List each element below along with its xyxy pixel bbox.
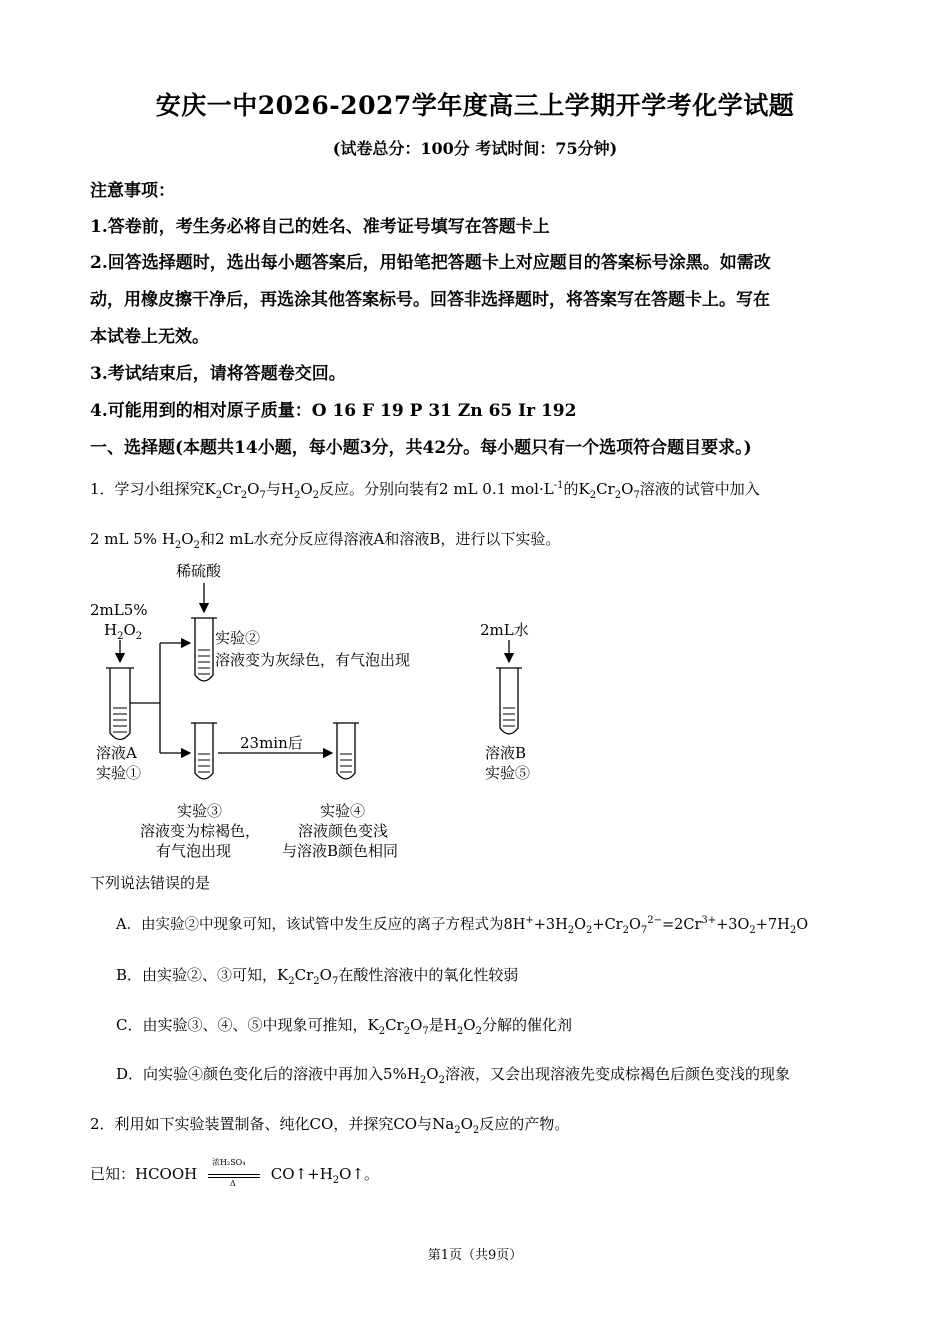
tube-4 xyxy=(337,723,355,779)
q1-option-d[interactable]: D．向实验④颜色变化后的溶液中再加入$5\%H_2O_2$溶液，又会出现溶液先变成棕褐色后颜色变浅的现象 xyxy=(116,1065,790,1086)
label-exp3: 实验③ xyxy=(177,802,223,820)
notice-item-2-line-2: 动，用橡皮擦干净后，再选涂其他答案标号。回答非选择题时，将答案写在答题卡上。写在 xyxy=(90,290,770,310)
q1-option-b[interactable]: B．由实验②、③可知，$K_2Cr_2O_7$在酸性溶液中的氧化性较弱 xyxy=(116,966,519,987)
q1-option-c[interactable]: C．由实验③、④、⑤中现象可推知，$K_2Cr_2O_7$是$H_2O_2$分解的催化剂 xyxy=(116,1016,572,1037)
label-exp2-desc: 溶液变为灰绿色，有气泡出现 xyxy=(215,651,411,669)
notice-item-4: 4.可能用到的相对原子质量：O 16 F 19 P 31 Zn 65 Ir 192 xyxy=(90,401,577,421)
exam-info: (试卷总分：100分 考试时间：75分钟) xyxy=(332,139,618,158)
label-water: 2mL水 xyxy=(480,621,529,639)
label-exp4-desc-1: 溶液颜色变浅 xyxy=(298,822,389,840)
label-exp2: 实验② xyxy=(215,629,261,647)
q1-intro: 1．学习小组探究$K_2Cr_2O_7$与$H_2O_2$反应。分别向装有2 mL 0.1 $mol\cdot L^{-1}$的$K_2Cr_2O_7$溶液的试管中加入 xyxy=(90,480,760,501)
label-solution-b: 溶液B xyxy=(485,744,527,762)
label-exp5: 实验⑤ xyxy=(485,764,531,782)
q1-stem: 下列说法错误的是 xyxy=(90,874,211,892)
page-title: 安庆一中2026-2027学年度高三上学期开学考化学试题 xyxy=(155,91,795,120)
label-exp4: 实验④ xyxy=(320,802,366,820)
tube-a xyxy=(110,668,130,740)
section-heading: 一、选择题(本题共14小题，每小题3分，共42分。每小题只有一个选项符合题目要求。) xyxy=(90,438,752,458)
notice-item-1: 1.答卷前，考生务必将自己的姓名、准考证号填写在答题卡上 xyxy=(90,217,550,237)
tube-3 xyxy=(195,723,213,779)
label-exp3-desc-1: 溶液变为棕褐色， xyxy=(140,822,261,840)
tube-b xyxy=(500,668,518,734)
notice-heading: 注意事项： xyxy=(90,181,175,201)
label-h2o2-volume: 2mL5% xyxy=(90,601,148,619)
label-time: 23min后 xyxy=(240,734,303,752)
label-exp4-desc-2: 与溶液B颜色相同 xyxy=(282,842,399,860)
notice-item-2-line-1: 2.回答选择题时，选出每小题答案后，用铅笔把答题卡上对应题目的答案标号涂黑。如需改 xyxy=(90,253,771,273)
label-solution-a: 溶液A xyxy=(96,744,137,762)
experiment-diagram xyxy=(80,558,550,868)
label-exp1: 实验① xyxy=(96,764,142,782)
q2-intro: 2．利用如下实验装置制备、纯化CO，并探究CO与$Na_2O_2$反应的产物。 xyxy=(90,1115,570,1136)
q1-option-a[interactable]: A．由实验②中现象可知，该试管中发生反应的离子方程式为$8H^++3H_2O_2+Cr_2O_7^{2-}=2Cr^{3+}+3O_2+7H_2O$ xyxy=(116,915,809,936)
notice-item-3: 3.考试结束后，请将答题卷交回。 xyxy=(90,364,346,384)
q1-intro-line-2: 2 mL 5% $H_2O_2$和2 mL水充分反应得溶液A和溶液B，进行以下实验。 xyxy=(90,530,561,551)
notice-item-2-line-3: 本试卷上无效。 xyxy=(90,327,209,347)
q2-known: 已知：HCOOH 浓H₂SO₄ Δ $CO↑+H_2O↑$。 xyxy=(90,1158,380,1188)
label-dilute-sulfuric-acid: 稀硫酸 xyxy=(176,562,222,580)
page-footer: 第1页（共9页） xyxy=(427,1248,523,1263)
reaction-condition-arrow: 浓H₂SO₄ Δ xyxy=(202,1167,266,1183)
label-exp3-desc-2: 有气泡出现 xyxy=(156,842,232,860)
label-h2o2: $H_2O_2$ xyxy=(104,621,143,642)
